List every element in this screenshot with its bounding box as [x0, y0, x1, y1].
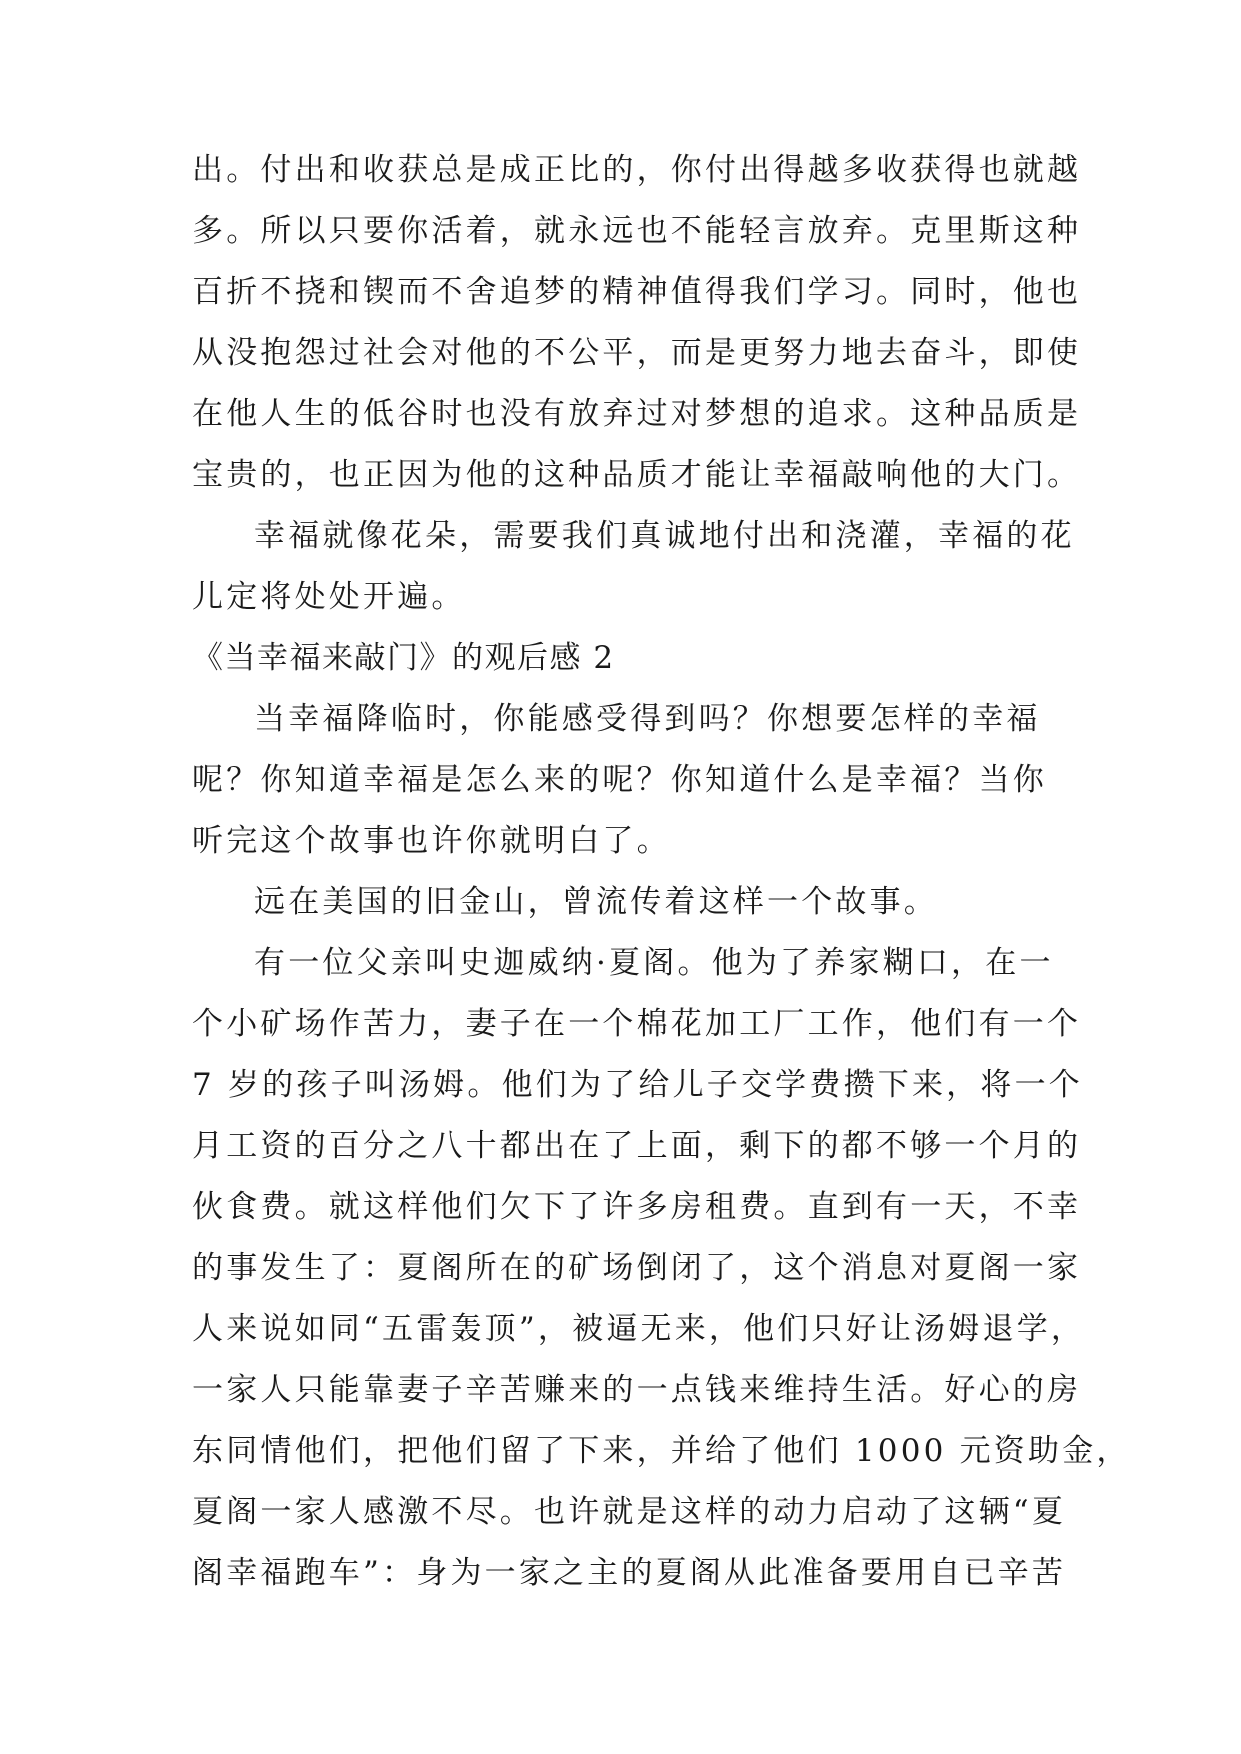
paragraph-line: 儿定将处处开遍。	[192, 579, 466, 615]
paragraph-line: 有一位父亲叫史迦威纳·夏阁。他为了养家糊口，在一	[254, 945, 1054, 981]
paragraph-line: 一家人只能靠妻子辛苦赚来的一点钱来维持生活。好心的房	[192, 1372, 1082, 1408]
paragraph-line: 幸福就像花朵，需要我们真诚地付出和浇灌，幸福的花	[254, 518, 1075, 554]
paragraph-line: 从没抱怨过社会对他的不公平，而是更努力地去奋斗，即使	[192, 335, 1082, 371]
section-heading: 《当幸福来敲门》的观后感 2	[192, 640, 615, 676]
paragraph-line: 东同情他们，把他们留了下来，并给了他们 1000 元资助金，	[192, 1433, 1131, 1469]
paragraph-line: 7 岁的孩子叫汤姆。他们为了给儿子交学费攒下来，将一个	[192, 1067, 1083, 1103]
paragraph-line: 的事发生了：夏阁所在的矿场倒闭了，这个消息对夏阁一家	[192, 1250, 1082, 1286]
paragraph-line: 当幸福降临时，你能感受得到吗？你想要怎样的幸福	[254, 701, 1041, 737]
paragraph-line: 远在美国的旧金山，曾流传着这样一个故事。	[254, 884, 938, 920]
paragraph-line: 人来说如同“五雷轰顶”，被逼无来，他们只好让汤姆退学，	[192, 1311, 1086, 1347]
paragraph-line: 在他人生的低谷时也没有放弃过对梦想的追求。这种品质是	[192, 396, 1082, 432]
paragraph-line: 个小矿场作苦力，妻子在一个棉花加工厂工作，他们有一个	[192, 1006, 1082, 1042]
paragraph-line: 月工资的百分之八十都出在了上面，剩下的都不够一个月的	[192, 1128, 1082, 1164]
paragraph-line: 百折不挠和锲而不舍追梦的精神值得我们学习。同时，他也	[192, 274, 1082, 310]
paragraph-line: 伙食费。就这样他们欠下了许多房租费。直到有一天，不幸	[192, 1189, 1082, 1225]
paragraph-line: 多。所以只要你活着，就永远也不能轻言放弃。克里斯这种	[192, 213, 1082, 249]
paragraph-line: 出。付出和收获总是成正比的，你付出得越多收获得也就越	[192, 152, 1082, 188]
paragraph-line: 听完这个故事也许你就明白了。	[192, 823, 671, 859]
paragraph-line: 宝贵的，也正因为他的这种品质才能让幸福敲响他的大门。	[192, 457, 1082, 493]
paragraph-line: 阁幸福跑车”：身为一家之主的夏阁从此准备要用自已辛苦	[192, 1555, 1067, 1591]
paragraph-line: 夏阁一家人感激不尽。也许就是这样的动力启动了这辆“夏	[192, 1494, 1067, 1530]
paragraph-line: 呢？你知道幸福是怎么来的呢？你知道什么是幸福？当你	[192, 762, 1047, 798]
